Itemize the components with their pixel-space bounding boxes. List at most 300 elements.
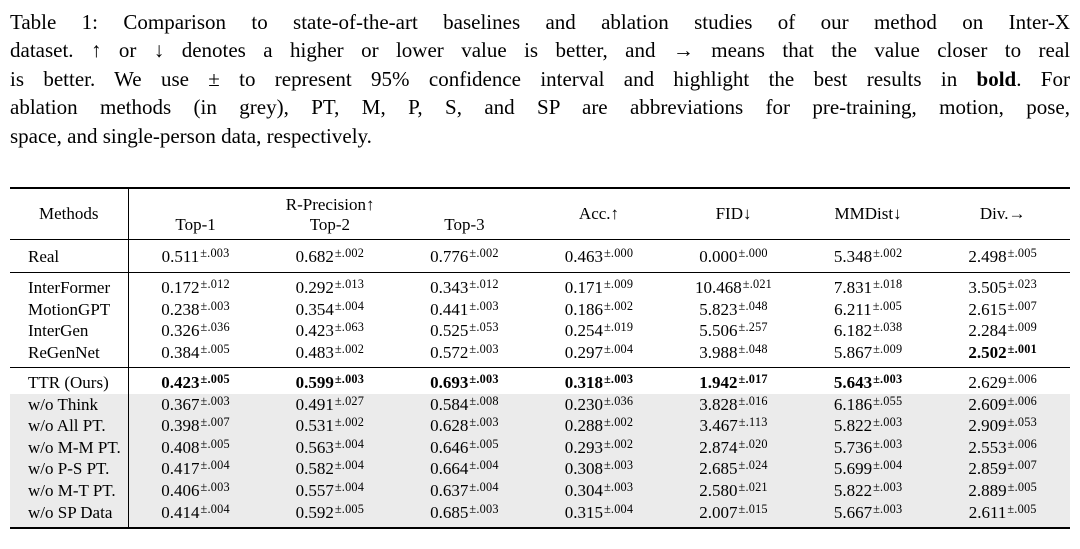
- method-name: ReGenNet: [10, 342, 128, 368]
- confidence-interval: ±.004: [334, 436, 365, 451]
- confidence-interval: ±.003: [200, 393, 230, 408]
- value-main: 0.172: [161, 278, 200, 298]
- confidence-interval: ±.024: [738, 458, 768, 473]
- method-name: MotionGPT: [10, 299, 128, 321]
- value-main: 0.599: [295, 373, 334, 393]
- section-real: [10, 240, 1070, 273]
- table-header: [10, 188, 1070, 240]
- value-cell: [128, 368, 263, 394]
- confidence-interval: ±.006: [1007, 393, 1037, 408]
- confidence-interval: ±.017: [738, 372, 768, 387]
- value-cell: [397, 240, 532, 273]
- value-main: 0.441: [430, 299, 469, 319]
- value-cell: [263, 480, 398, 502]
- value-main: 5.699: [833, 459, 873, 479]
- value-cell: [128, 437, 263, 459]
- method-name: w/o M-T PT.: [10, 480, 128, 502]
- confidence-interval: ±.003: [200, 480, 230, 495]
- value-main: 0.254: [564, 321, 603, 341]
- confidence-interval: ±.003: [603, 458, 634, 473]
- value-main: 5.822: [833, 481, 873, 501]
- value-main: 0.186: [564, 299, 603, 319]
- value-main: 2.859: [968, 459, 1007, 479]
- method-name: TTR (Ours): [10, 368, 128, 394]
- confidence-interval: ±.048: [738, 341, 768, 356]
- value-main: 2.284: [968, 321, 1007, 341]
- value-main: 0.637: [430, 481, 469, 501]
- value-cell: [666, 368, 801, 394]
- value-main: 0.646: [430, 437, 469, 457]
- value-cell: [801, 299, 936, 321]
- value-main: 6.182: [833, 321, 873, 341]
- confidence-interval: ±.004: [873, 458, 903, 473]
- col-header-methods: Methods: [10, 188, 128, 240]
- value-main: 7.831: [833, 278, 873, 298]
- confidence-interval: ±.003: [469, 372, 499, 387]
- value-cell: [801, 480, 936, 502]
- caption-line-3-text: is better. We use ± to represent 95% confidence interval and highlight the best results in: [10, 66, 977, 91]
- value-main: 0.406: [161, 481, 200, 501]
- caption-line-2: dataset. ↑ or ↓ denotes a higher or lower value is better, and → means that the value closer to real: [10, 38, 1070, 63]
- value-cell: [263, 437, 398, 459]
- table-caption: [10, 8, 1070, 150]
- value-cell: [128, 240, 263, 273]
- confidence-interval: ±.038: [873, 320, 903, 335]
- header-row-1: [10, 188, 1070, 215]
- value-main: 2.909: [968, 416, 1007, 436]
- value-cell: [532, 458, 667, 480]
- value-cell: [801, 240, 936, 273]
- confidence-interval: ±.003: [873, 501, 903, 516]
- value-main: 0.682: [295, 246, 334, 266]
- value-cell: [128, 415, 263, 437]
- value-cell: [263, 299, 398, 321]
- confidence-interval: ±.003: [200, 298, 230, 313]
- value-cell: [128, 342, 263, 368]
- col-header-top2: Top-2: [263, 215, 398, 240]
- confidence-interval: ±.002: [334, 415, 365, 430]
- confidence-interval: ±.036: [603, 393, 634, 408]
- value-cell: [397, 437, 532, 459]
- confidence-interval: ±.003: [200, 245, 230, 260]
- value-main: 0.563: [295, 437, 334, 457]
- confidence-interval: ±.005: [872, 298, 903, 313]
- value-cell: [263, 458, 398, 480]
- value-main: 2.502: [968, 342, 1007, 362]
- value-cell: [128, 320, 263, 342]
- confidence-interval: ±.023: [1007, 277, 1037, 292]
- value-cell: [801, 342, 936, 368]
- value-main: 2.553: [968, 437, 1007, 457]
- confidence-interval: ±.002: [469, 245, 499, 260]
- confidence-interval: ±.020: [738, 436, 768, 451]
- value-main: 0.304: [564, 481, 603, 501]
- confidence-interval: ±.005: [469, 436, 499, 451]
- value-main: 3.467: [699, 416, 738, 436]
- value-cell: [397, 458, 532, 480]
- value-main: 0.463: [564, 246, 603, 266]
- value-cell: [532, 320, 667, 342]
- value-cell: [532, 240, 667, 273]
- value-main: 0.582: [295, 459, 334, 479]
- value-cell: [801, 458, 936, 480]
- confidence-interval: ±.007: [1007, 458, 1037, 473]
- confidence-interval: ±.006: [1007, 372, 1037, 387]
- confidence-interval: ±.003: [873, 436, 903, 451]
- table-row: [10, 480, 1070, 502]
- value-main: 1.942: [699, 373, 738, 393]
- value-cell: [801, 394, 936, 416]
- value-cell: [532, 299, 667, 321]
- confidence-interval: ±.027: [334, 393, 365, 408]
- table-row: [10, 437, 1070, 459]
- value-cell: [666, 273, 801, 299]
- value-cell: [935, 458, 1070, 480]
- value-cell: [263, 501, 398, 527]
- value-cell: [666, 320, 801, 342]
- value-cell: [532, 415, 667, 437]
- value-cell: [532, 273, 667, 299]
- value-main: 5.823: [699, 299, 738, 319]
- value-main: 0.408: [161, 437, 200, 457]
- value-main: 0.491: [295, 394, 334, 414]
- confidence-interval: ±.005: [334, 501, 365, 516]
- confidence-interval: ±.007: [1007, 298, 1037, 313]
- value-main: 0.531: [295, 416, 334, 436]
- value-cell: [935, 299, 1070, 321]
- value-cell: [666, 299, 801, 321]
- confidence-interval: ±.018: [873, 277, 903, 292]
- value-main: 0.354: [295, 299, 334, 319]
- value-main: 0.238: [161, 299, 200, 319]
- col-header-acc: Acc.↑: [532, 188, 667, 240]
- confidence-interval: ±.257: [738, 320, 768, 335]
- col-header-div: Div.→: [935, 188, 1070, 240]
- confidence-interval: ±.004: [334, 458, 365, 473]
- value-cell: [397, 368, 532, 394]
- table-row: [10, 299, 1070, 321]
- caption-line-1: Table 1: Comparison to state-of-the-art baselines and ablation studies of our method on Inter-X: [10, 10, 1070, 34]
- confidence-interval: ±.006: [1007, 436, 1037, 451]
- table-row: [10, 320, 1070, 342]
- confidence-interval: ±.002: [334, 341, 365, 356]
- confidence-interval: ±.012: [469, 277, 499, 292]
- value-cell: [801, 501, 936, 527]
- confidence-interval: ±.004: [469, 458, 499, 473]
- value-cell: [666, 501, 801, 527]
- table-row: [10, 415, 1070, 437]
- value-main: 0.572: [430, 342, 469, 362]
- value-main: 0.592: [295, 502, 334, 522]
- value-main: 10.468: [695, 278, 742, 298]
- col-header-top1: Top-1: [128, 215, 263, 240]
- confidence-interval: ±.019: [603, 320, 634, 335]
- value-main: 0.293: [564, 437, 603, 457]
- value-cell: [397, 299, 532, 321]
- confidence-interval: ±.008: [469, 393, 499, 408]
- value-cell: [397, 415, 532, 437]
- confidence-interval: ±.002: [603, 298, 634, 313]
- value-main: 5.822: [833, 416, 873, 436]
- confidence-interval: ±.003: [873, 480, 903, 495]
- value-cell: [532, 394, 667, 416]
- table-row: [10, 368, 1070, 394]
- table-row: [10, 273, 1070, 299]
- value-cell: [801, 415, 936, 437]
- confidence-interval: ±.036: [200, 320, 230, 335]
- value-main: 3.828: [699, 394, 738, 414]
- confidence-interval: ±.005: [1007, 245, 1037, 260]
- value-cell: [666, 240, 801, 273]
- value-cell: [397, 394, 532, 416]
- method-name: InterGen: [10, 320, 128, 342]
- confidence-interval: ±.000: [603, 245, 634, 260]
- value-cell: [397, 320, 532, 342]
- value-cell: [397, 342, 532, 368]
- table-row: [10, 342, 1070, 368]
- col-header-r-precision: R-Precision↑: [285, 195, 375, 215]
- caption-line-3-tail: . For: [1016, 66, 1070, 91]
- table-row: [10, 501, 1070, 527]
- confidence-interval: ±.002: [603, 436, 634, 451]
- value-main: 5.667: [833, 502, 873, 522]
- value-main: 5.643: [833, 373, 873, 393]
- value-main: 5.348: [833, 246, 873, 266]
- value-cell: [532, 437, 667, 459]
- value-main: 6.211: [834, 299, 872, 319]
- section-ours-ablations: [10, 368, 1070, 528]
- confidence-interval: ±.055: [873, 393, 903, 408]
- confidence-interval: ±.003: [469, 415, 499, 430]
- confidence-interval: ±.005: [1007, 501, 1037, 516]
- caption-bold-word: bold: [976, 66, 1017, 91]
- method-name: Real: [10, 240, 128, 273]
- confidence-interval: ±.005: [200, 372, 230, 387]
- confidence-interval: ±.063: [334, 320, 365, 335]
- caption-line-5: space, and single-person data, respectively.: [10, 123, 372, 148]
- value-main: 0.584: [430, 394, 469, 414]
- value-main: 0.297: [564, 342, 603, 362]
- value-main: 0.292: [295, 278, 334, 298]
- confidence-interval: ±.004: [200, 458, 230, 473]
- value-cell: [801, 368, 936, 394]
- value-cell: [532, 342, 667, 368]
- confidence-interval: ±.053: [469, 320, 499, 335]
- value-cell: [532, 501, 667, 527]
- method-name: InterFormer: [10, 273, 128, 299]
- value-main: 2.580: [699, 481, 738, 501]
- value-cell: [666, 394, 801, 416]
- confidence-interval: ±.004: [603, 341, 634, 356]
- section-baselines: [10, 273, 1070, 368]
- col-header-fid: FID↓: [666, 188, 801, 240]
- confidence-interval: ±.002: [334, 245, 365, 260]
- confidence-interval: ±.004: [200, 501, 230, 516]
- value-main: 0.423: [161, 373, 200, 393]
- confidence-interval: ±.004: [334, 298, 365, 313]
- value-cell: [128, 458, 263, 480]
- confidence-interval: ±.016: [738, 393, 768, 408]
- value-main: 0.423: [295, 321, 334, 341]
- value-main: 0.318: [564, 373, 603, 393]
- value-cell: [532, 368, 667, 394]
- value-cell: [532, 480, 667, 502]
- value-cell: [128, 273, 263, 299]
- confidence-interval: ±.003: [873, 415, 903, 430]
- confidence-interval: ±.021: [738, 480, 768, 495]
- value-main: 0.230: [564, 394, 603, 414]
- value-main: 6.186: [833, 394, 873, 414]
- value-main: 0.511: [161, 246, 200, 266]
- value-main: 0.557: [295, 481, 334, 501]
- value-main: 0.483: [295, 342, 334, 362]
- value-cell: [935, 320, 1070, 342]
- value-cell: [666, 342, 801, 368]
- confidence-interval: ±.012: [200, 277, 230, 292]
- confidence-interval: ±.009: [873, 341, 903, 356]
- caption-line-3: [10, 65, 1070, 93]
- confidence-interval: ±.004: [469, 480, 499, 495]
- table-row: [10, 240, 1070, 273]
- value-cell: [128, 480, 263, 502]
- value-cell: [666, 437, 801, 459]
- value-main: 0.384: [161, 342, 200, 362]
- confidence-interval: ±.009: [1007, 320, 1037, 335]
- value-main: 2.874: [699, 437, 738, 457]
- value-main: 0.326: [161, 321, 200, 341]
- confidence-interval: ±.004: [334, 480, 365, 495]
- value-cell: [935, 342, 1070, 368]
- value-cell: [263, 342, 398, 368]
- caption-line-4: ablation methods (in grey), PT, M, P, S, and SP are abbreviations for pre-training, motion, pose,: [10, 95, 1070, 120]
- value-main: 0.398: [161, 416, 200, 436]
- value-main: 0.664: [430, 459, 469, 479]
- confidence-interval: ±.003: [469, 298, 499, 313]
- method-name: w/o All PT.: [10, 415, 128, 437]
- confidence-interval: ±.005: [1007, 480, 1037, 495]
- value-main: 2.007: [699, 502, 738, 522]
- confidence-interval: ±.013: [334, 277, 365, 292]
- confidence-interval: ±.000: [738, 245, 768, 260]
- value-main: 2.889: [968, 481, 1007, 501]
- value-main: 5.506: [699, 321, 738, 341]
- value-main: 0.417: [161, 459, 200, 479]
- confidence-interval: ±.002: [603, 415, 634, 430]
- method-name: w/o M-M PT.: [10, 437, 128, 459]
- value-cell: [935, 368, 1070, 394]
- value-main: 5.867: [833, 342, 873, 362]
- confidence-interval: ±.003: [873, 372, 903, 387]
- col-header-top3: Top-3: [397, 215, 532, 240]
- value-cell: [935, 273, 1070, 299]
- value-main: 2.615: [968, 299, 1007, 319]
- confidence-interval: ±.003: [469, 501, 499, 516]
- value-main: 0.171: [564, 278, 603, 298]
- value-main: 0.685: [430, 502, 469, 522]
- value-cell: [801, 273, 936, 299]
- value-cell: [397, 273, 532, 299]
- value-main: 2.629: [968, 373, 1007, 393]
- value-main: 0.000: [699, 246, 738, 266]
- value-cell: [263, 368, 398, 394]
- method-name: w/o P-S PT.: [10, 458, 128, 480]
- value-cell: [935, 437, 1070, 459]
- confidence-interval: ±.003: [469, 341, 499, 356]
- confidence-interval: ±.003: [334, 372, 365, 387]
- results-table: [10, 187, 1070, 529]
- value-main: 2.609: [968, 394, 1007, 414]
- value-main: 0.288: [564, 416, 603, 436]
- value-main: 0.343: [430, 278, 469, 298]
- confidence-interval: ±.005: [200, 436, 230, 451]
- confidence-interval: ±.021: [742, 277, 773, 292]
- confidence-interval: ±.002: [873, 245, 903, 260]
- value-cell: [263, 415, 398, 437]
- value-cell: [935, 394, 1070, 416]
- value-cell: [801, 320, 936, 342]
- confidence-interval: ±.004: [603, 501, 634, 516]
- confidence-interval: ±.007: [200, 415, 230, 430]
- value-main: 0.414: [161, 502, 200, 522]
- method-name: w/o Think: [10, 394, 128, 416]
- value-cell: [801, 437, 936, 459]
- value-main: 2.611: [968, 502, 1007, 522]
- confidence-interval: ±.003: [603, 480, 634, 495]
- value-cell: [397, 480, 532, 502]
- value-cell: [935, 480, 1070, 502]
- value-cell: [666, 480, 801, 502]
- value-cell: [128, 299, 263, 321]
- confidence-interval: ±.001: [1007, 341, 1037, 356]
- value-main: 2.685: [699, 459, 738, 479]
- confidence-interval: ±.048: [738, 298, 768, 313]
- value-main: 3.505: [968, 278, 1007, 298]
- value-main: 0.315: [564, 502, 603, 522]
- value-main: 2.498: [968, 246, 1007, 266]
- value-cell: [935, 501, 1070, 527]
- value-cell: [666, 458, 801, 480]
- confidence-interval: ±.053: [1007, 415, 1037, 430]
- value-cell: [128, 394, 263, 416]
- value-main: 0.525: [430, 321, 469, 341]
- value-cell: [666, 415, 801, 437]
- value-main: 0.628: [430, 416, 469, 436]
- confidence-interval: ±.009: [603, 277, 634, 292]
- method-name: w/o SP Data: [10, 501, 128, 527]
- confidence-interval: ±.005: [200, 341, 230, 356]
- value-main: 0.776: [430, 246, 469, 266]
- value-cell: [935, 240, 1070, 273]
- value-cell: [263, 240, 398, 273]
- confidence-interval: ±.113: [738, 415, 768, 430]
- value-main: 3.988: [699, 342, 738, 362]
- value-main: 0.367: [161, 394, 200, 414]
- value-cell: [128, 501, 263, 527]
- value-main: 5.736: [833, 437, 873, 457]
- value-cell: [935, 415, 1070, 437]
- confidence-interval: ±.015: [738, 501, 768, 516]
- value-main: 0.308: [564, 459, 603, 479]
- value-cell: [397, 501, 532, 527]
- col-header-mmdist: MMDist↓: [801, 188, 936, 240]
- value-cell: [263, 273, 398, 299]
- table-row: [10, 394, 1070, 416]
- table-row: [10, 458, 1070, 480]
- confidence-interval: ±.003: [603, 372, 634, 387]
- value-cell: [263, 320, 398, 342]
- value-main: 0.693: [430, 373, 469, 393]
- value-cell: [263, 394, 398, 416]
